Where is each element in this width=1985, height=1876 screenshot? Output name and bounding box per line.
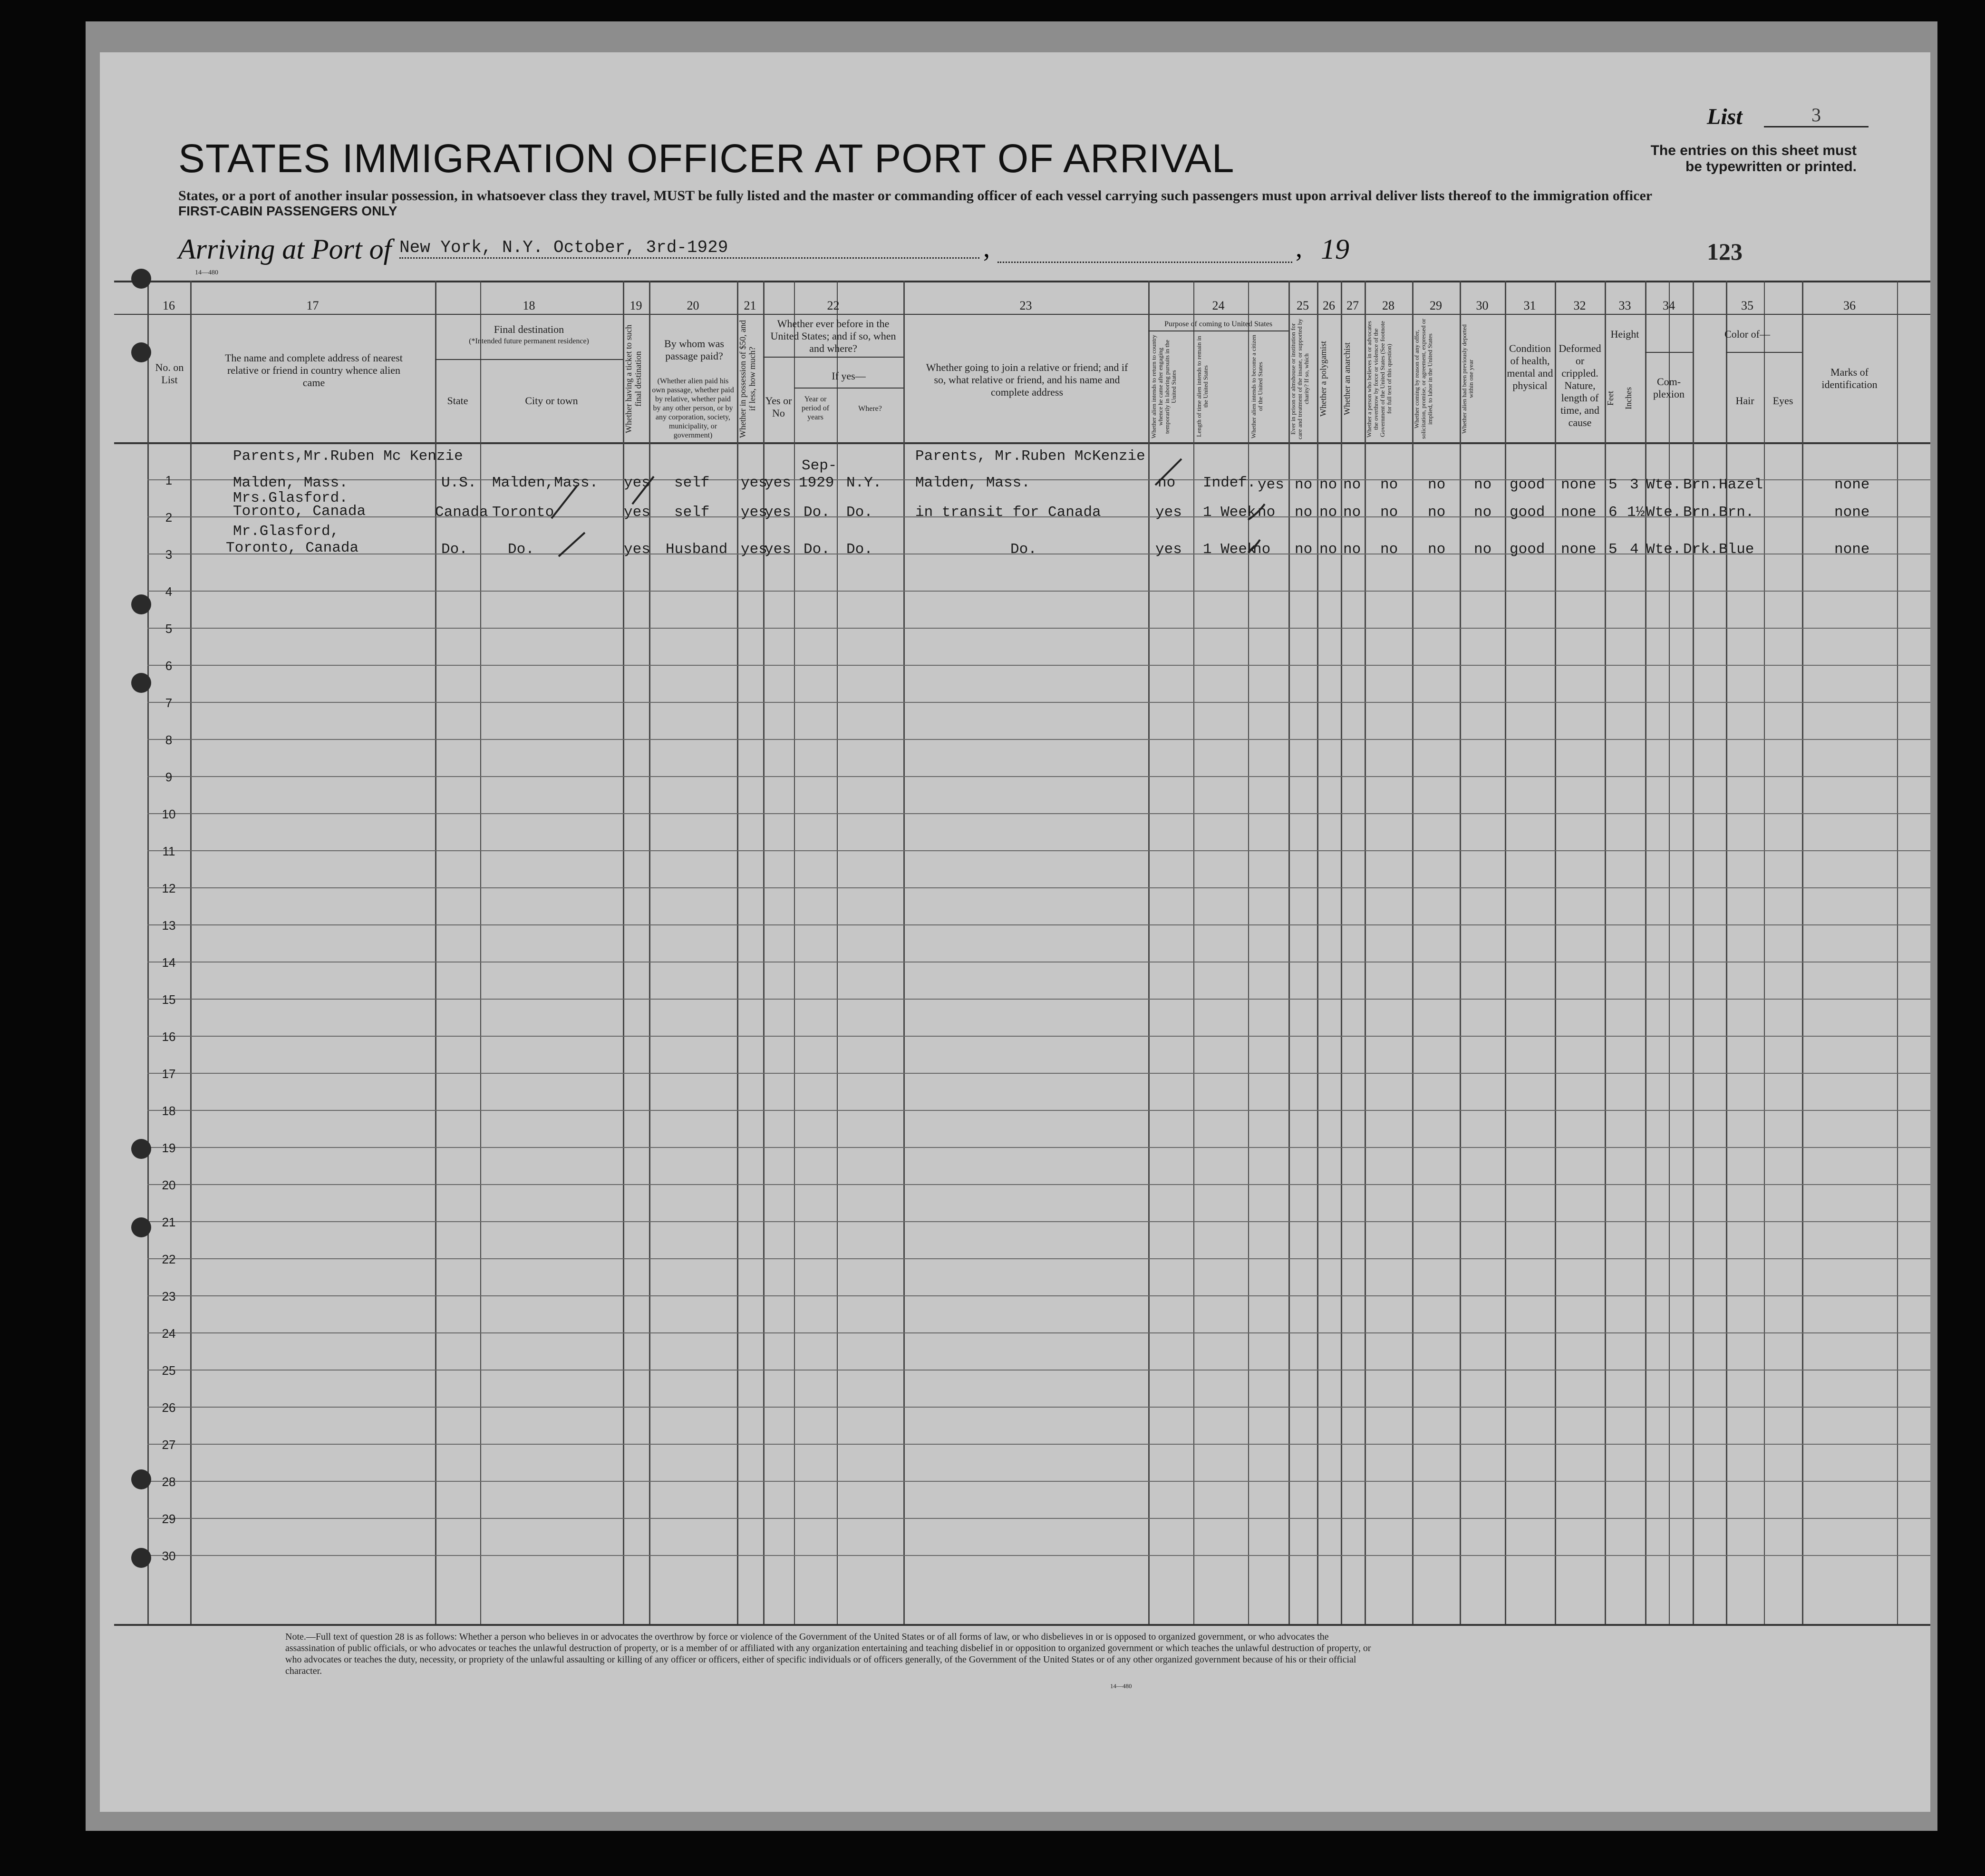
comma-separator: , [983, 233, 990, 263]
row-line [147, 1407, 1930, 1408]
column-number: 23 [1019, 299, 1032, 312]
entry-marks: none [1834, 476, 1870, 493]
row-line [147, 628, 1930, 629]
arriving-value: New York, N.Y. October, 3rd-1929 [399, 238, 979, 259]
comma-separator: , [1296, 233, 1302, 263]
entry-purpose-return: yes [1155, 504, 1182, 521]
header-polygamist: Whether a polygamist [1318, 341, 1328, 417]
row-number: 28 [162, 1475, 176, 1489]
row-line [147, 1370, 1930, 1371]
entry-prison: no [1295, 504, 1313, 521]
entry-inches: 1½ [1627, 504, 1645, 521]
column-number: 19 [629, 299, 642, 312]
header-passage-paid-note: (Whether alien paid his own passage, whether paid by relative, whether paid by any other person, or by any corporation, society, municipality, or government) [652, 377, 734, 439]
header-complexion: Com-plexion [1653, 376, 1685, 400]
entry-complexion: Wte. [1646, 541, 1682, 558]
entry-feet: 5 [1608, 541, 1617, 558]
entry-ever-year-line1: Sep- [802, 457, 837, 474]
entry-hair: Drk. [1683, 541, 1719, 558]
check-mark [552, 485, 578, 518]
row-number: 14 [162, 955, 176, 970]
check-marks [114, 281, 1930, 613]
arriving-label: Arriving at Port of [178, 233, 392, 265]
header-feet: Feet [1606, 391, 1615, 406]
footnote-code: 14—480 [1110, 1682, 1132, 1690]
row-line [147, 1444, 1930, 1445]
header-inches: Inches [1624, 387, 1633, 410]
row-line [147, 850, 1930, 851]
entry-eyes: Brn. [1719, 504, 1754, 521]
entry-health: good [1510, 541, 1545, 558]
row-number: 16 [162, 1030, 176, 1044]
check-mark [1155, 459, 1181, 485]
column-number: 34 [1663, 299, 1675, 312]
row-number: 26 [162, 1400, 176, 1415]
row-number: 23 [162, 1289, 176, 1303]
entry-labor-offer: no [1428, 476, 1446, 493]
header-purpose-citizen: Whether alien intends to become a citizen of the United States [1250, 334, 1264, 439]
punch-hole [131, 673, 151, 693]
entry-money: yes [741, 541, 767, 558]
column-number: 32 [1573, 299, 1586, 312]
entry-anarchist: no [1343, 541, 1361, 558]
entry-join-line2: in transit for Canada [915, 504, 1101, 521]
entry-relative-line1: Mrs.Glasford. [233, 490, 348, 506]
header-no-on-list: No. on List [155, 361, 184, 386]
column-number: 25 [1297, 299, 1309, 312]
row-number: 27 [162, 1438, 176, 1452]
column-number: 17 [306, 299, 319, 312]
row-line [147, 924, 1930, 925]
form-title: STATES IMMIGRATION OFFICER AT PORT OF ARRIVAL [178, 136, 1235, 181]
table-bottom-rule [114, 1624, 1930, 1626]
entry-ticket: yes [624, 504, 650, 521]
header-passage-paid: By whom was passage paid? [664, 338, 724, 362]
punch-hole [131, 1548, 151, 1568]
row-line [147, 739, 1930, 740]
entry-feet: 5 [1608, 476, 1617, 493]
entry-marks: none [1834, 541, 1870, 558]
entry-anarchist: no [1343, 476, 1361, 493]
row-number: 19 [162, 1141, 176, 1155]
row-line [147, 1258, 1930, 1259]
entry-purpose-citizen: yes [1258, 476, 1284, 493]
entry-ticket: yes [624, 541, 650, 558]
header-purpose-length: Length of time alien intends to remain in the United States [1195, 336, 1209, 437]
entry-complexion: Wte. [1646, 504, 1682, 521]
entry-purpose-return: no [1158, 475, 1176, 491]
column-number: 22 [827, 299, 840, 312]
form-subtitle: States, or a port of another insular possession, in whatsoever class they travel, MUST be fully listed and the master or commanding officer of each vessel carrying such passengers must upon arrival deliver lists thereof to the immigration officer [178, 188, 1653, 204]
entry-ever-yes: yes [765, 475, 791, 491]
entry-join-line1: Parents, Mr.Ruben McKenzie [915, 448, 1145, 465]
column-number: 35 [1741, 299, 1753, 312]
entry-purpose-citizen: no [1253, 541, 1271, 558]
row-line [147, 1481, 1930, 1482]
row-line [147, 1147, 1930, 1148]
entry-purpose-length: 1 Week [1203, 504, 1256, 521]
header-height: Height [1610, 328, 1639, 340]
row-number: 21 [162, 1215, 176, 1229]
row-line [147, 1518, 1930, 1519]
column-number: 33 [1618, 299, 1631, 312]
entry-relative-line2: Toronto, Canada [233, 503, 366, 520]
entry-ever-where: Do. [846, 541, 873, 558]
header-color-of: Color of— [1724, 328, 1770, 340]
row-number: 12 [162, 881, 176, 895]
header-purpose: Purpose of coming to United States [1164, 320, 1273, 328]
row-number: 4 [165, 584, 173, 599]
punch-hole [131, 1139, 151, 1159]
entry-health: good [1510, 476, 1545, 493]
entry-labor-offer: no [1428, 541, 1446, 558]
row-number: 15 [162, 992, 176, 1007]
instructions: The entries on this sheet must be typewritten or printed. [1650, 143, 1857, 175]
entry-ever-year: Do. [804, 541, 830, 558]
cabin-class: FIRST-CABIN PASSENGERS ONLY [178, 204, 397, 218]
punch-hole [131, 269, 151, 289]
entry-overthrow: no [1380, 541, 1398, 558]
entry-feet: 6 [1608, 504, 1617, 521]
entry-anarchist: no [1343, 504, 1361, 521]
entry-hair: Brn. [1683, 476, 1719, 493]
list-number: 3 [1764, 104, 1869, 127]
row-number: 29 [162, 1512, 176, 1526]
row-number: 13 [162, 918, 176, 933]
header-year-period: Year or period of years [801, 395, 830, 421]
row-line [147, 1295, 1930, 1296]
punch-hole [131, 1469, 151, 1489]
header-joining-relative: Whether going to join a relative or friend; and if so, what relative or friend, and his name and complete address [926, 361, 1128, 398]
row-line [147, 999, 1930, 1000]
entry-deported: no [1474, 476, 1492, 493]
check-mark [632, 476, 654, 504]
header-health: Condition of health, mental and physical [1507, 342, 1553, 391]
column-number: 16 [163, 299, 175, 312]
entry-passage: Husband [666, 541, 728, 558]
header-labor-offer: Whether coming by reason of any offer, solicitation, promise, or agreement, expressed or implied, to labor in the United States [1413, 319, 1433, 439]
entry-purpose-return: yes [1155, 541, 1182, 558]
header-state: State [447, 395, 468, 407]
header-eyes: Eyes [1772, 395, 1793, 407]
entry-ever-year: 1929 [799, 475, 834, 491]
entry-join-line2: Malden, Mass. [915, 475, 1030, 491]
header-marks: Marks of identification [1821, 366, 1878, 390]
entry-city: Toronto [492, 504, 554, 521]
year-prefix: 19 [1321, 233, 1349, 265]
row-number: 6 [165, 659, 173, 673]
row-line [147, 776, 1930, 777]
entry-state: Canada [435, 504, 488, 521]
row-number: 3 [165, 547, 173, 562]
column-number: 36 [1843, 299, 1856, 312]
entry-ever-where: Do. [846, 504, 873, 521]
row-line [147, 1073, 1930, 1074]
header-final-destination: Final destination [494, 323, 564, 335]
entry-inches: 3 [1630, 476, 1639, 493]
entry-relative-line2: Malden, Mass. [233, 475, 348, 491]
entry-ticket: yes [624, 475, 650, 491]
header-city: City or town [525, 395, 578, 407]
manifest-table [114, 281, 1930, 1624]
entry-polygamist: no [1319, 476, 1337, 493]
header-deported: Whether alien had been previously deported within one year [1461, 324, 1474, 434]
list-label: List [1707, 104, 1743, 129]
entry-purpose-length: 1 Week [1203, 541, 1256, 558]
entry-polygamist: no [1319, 504, 1337, 521]
row-number: 18 [162, 1104, 176, 1118]
header-deformed: Deformed or crippled. Nature, length of time, and cause [1559, 342, 1601, 428]
entry-money: yes [741, 475, 767, 491]
entry-ever-where: N.Y. [846, 475, 882, 491]
header-final-destination-note: (*Intended future permanent residence) [469, 337, 589, 345]
entry-overthrow: no [1380, 504, 1398, 521]
column-number: 18 [523, 299, 535, 312]
header-overthrow: Whether a person who believes in or advocates the overthrow by force or violence of the Government of the United States (See footnote for full text of this question) [1365, 321, 1393, 437]
entry-polygamist: no [1319, 541, 1337, 558]
row-number: 25 [162, 1363, 176, 1378]
entry-purpose-length: Indef. [1203, 475, 1256, 491]
column-number: 21 [744, 299, 756, 312]
entry-health: good [1510, 504, 1545, 521]
row-number: 20 [162, 1178, 176, 1192]
header-fifty-dollars: Whether in possession of $50, and if less, how much? [738, 320, 757, 438]
entry-deported: no [1474, 504, 1492, 521]
entry-deformed: none [1561, 541, 1597, 558]
entry-purpose-citizen: no [1258, 504, 1276, 521]
entry-prison: no [1295, 541, 1313, 558]
column-number: 30 [1476, 299, 1489, 312]
row-line [147, 1184, 1930, 1185]
entry-passage: self [674, 504, 710, 521]
row-line [147, 887, 1930, 888]
header-anarchist: Whether an anarchist [1342, 342, 1352, 416]
header-prison: Ever in prison or almshouse or institution for care and treatment of the insane, or supported by charity? If so, which [1289, 319, 1310, 439]
entry-relative-line1: Parents,Mr.Ruben Mc Kenzie [233, 448, 463, 465]
entry-money: yes [741, 504, 767, 521]
row-number: 30 [162, 1549, 176, 1563]
entry-eyes: Hazel [1719, 476, 1763, 493]
entry-city: Do. [508, 541, 534, 558]
entry-relative-line2: Toronto, Canada [226, 540, 359, 556]
row-line [147, 1036, 1930, 1037]
entry-inches: 4 [1630, 541, 1639, 558]
check-mark [1248, 540, 1260, 553]
entry-city: Malden,Mass. [492, 475, 599, 491]
row-number: 7 [165, 696, 173, 710]
row-number: 24 [162, 1326, 176, 1341]
entry-prison: no [1295, 476, 1313, 493]
row-line [147, 1110, 1930, 1111]
column-number: 24 [1212, 299, 1225, 312]
row-number: 17 [162, 1067, 176, 1081]
entry-ever-yes: yes [765, 504, 791, 521]
entry-ever-year: Do. [804, 504, 830, 521]
entry-hair: Brn. [1683, 504, 1719, 521]
punch-hole [131, 342, 151, 362]
header-if-yes: If yes— [832, 370, 866, 382]
page-number: 123 [1707, 238, 1743, 265]
row-line [147, 813, 1930, 814]
row-line [147, 1221, 1930, 1222]
row-number: 1 [165, 473, 173, 487]
entry-deformed: none [1561, 504, 1597, 521]
entry-state: Do. [441, 541, 468, 558]
entry-deported: no [1474, 541, 1492, 558]
header-yes-or-no: Yes or No [765, 395, 792, 419]
entry-complexion: Wte. [1646, 476, 1682, 493]
column-number: 26 [1323, 299, 1335, 312]
entry-overthrow: no [1380, 476, 1398, 493]
row-line [147, 1332, 1930, 1333]
row-line [147, 1555, 1930, 1556]
row-number: 22 [162, 1252, 176, 1266]
form-code: 14—480 [195, 269, 218, 276]
entry-passage: self [674, 475, 710, 491]
column-number: 28 [1382, 299, 1394, 312]
footnote: Note.—Full text of question 28 is as follows: Whether a person who believes in or advocates the overthrow by force or violence of the Government of the United States or of all forms of law, or who disbelieves in or is opposed to organized government, or who advocates the assassination of public officials, or who advocates or teaches the unlawful destruction of property, or is a member of or affiliated with any organization entertaining and teaching disbelief in or opposition to organized government or which teaches the unlawful destruction of property, or who advocates or teaches the duty, necessity, or propriety of the unlawful assaulting or killing of any officer or officers, either of specific individuals or of officers generally, of the Government of the United States or of any other organized government because of his or their official character. [285, 1632, 1371, 1676]
entry-state: U.S. [441, 475, 477, 491]
column-number: 31 [1523, 299, 1536, 312]
row-number: 11 [162, 844, 175, 858]
row-line [147, 665, 1930, 666]
header-hair: Hair [1735, 395, 1754, 407]
row-number: 9 [165, 770, 173, 784]
row-number: 2 [165, 510, 173, 525]
check-mark [559, 533, 585, 556]
punch-hole [131, 594, 151, 614]
header-ever-before: Whether ever before in the United States; and if so, when and where? [770, 318, 896, 354]
header-nearest-relative: The name and complete address of nearest relative or friend in country whence alien came [225, 352, 403, 389]
row-line [147, 702, 1930, 703]
header-where: Where? [858, 405, 882, 413]
entry-relative-line1: Mr.Glasford, [233, 523, 339, 540]
entry-marks: none [1834, 504, 1870, 521]
entry-join-line2: Do. [1010, 541, 1037, 558]
entry-labor-offer: no [1428, 504, 1446, 521]
row-number: 8 [165, 733, 173, 747]
entry-deformed: none [1561, 476, 1597, 493]
row-number: 5 [165, 622, 173, 636]
row-number: 10 [162, 807, 176, 821]
column-number: 27 [1346, 299, 1359, 312]
check-mark [1248, 504, 1265, 520]
punch-hole [131, 1217, 151, 1237]
column-number: 29 [1430, 299, 1442, 312]
manifest-sheet [100, 52, 1930, 1812]
column-number: 20 [687, 299, 699, 312]
entry-ever-yes: yes [765, 541, 791, 558]
entry-eyes: Blue [1719, 541, 1754, 558]
header-ticket: Whether having a ticket to such final destination [624, 324, 643, 434]
blank-date-line [997, 262, 1292, 263]
header-purpose-return: Whether alien intends to return to country whence he came after engaging temporarily in laboring pursuits in the United States [1150, 334, 1177, 439]
